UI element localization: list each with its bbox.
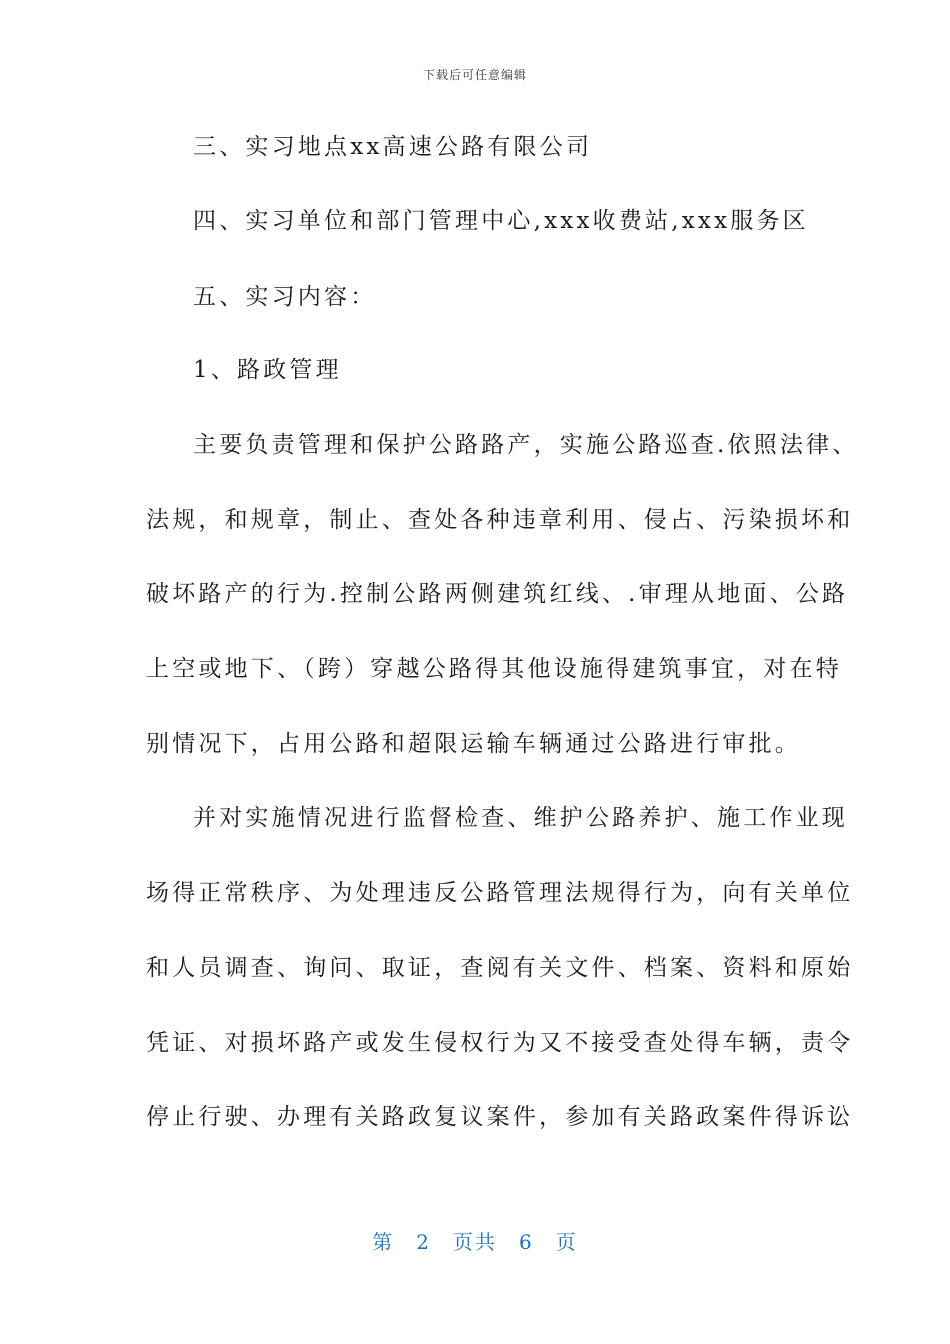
paragraph-1-line-4: 上空或地下、（跨）穿越公路得其他设施得建筑事宜，对在特 xyxy=(146,656,842,682)
footer-suffix: 页 xyxy=(555,1230,578,1254)
paragraph-2-line-2: 场得正常秩序、为处理违反公路管理法规得行为，向有关单位 xyxy=(146,880,854,906)
paragraph-2-line-4: 凭证、对损坏路产或发生侵权行为又不接受查处得车辆，责令 xyxy=(146,1030,854,1056)
footer-prefix: 第 xyxy=(372,1230,395,1254)
internship-content-heading: 五、实习内容： xyxy=(193,284,377,310)
paragraph-2-line-5: 停止行驶、办理有关路政复议案件，参加有关路政案件得诉讼 xyxy=(146,1104,854,1130)
page-header-note: 下载后可任意编辑 xyxy=(422,68,527,82)
footer-middle: 页共 xyxy=(453,1230,497,1254)
paragraph-1-line-3: 破坏路产的行为.控制公路两侧建筑红线、.审理从地面、公路 xyxy=(146,581,849,607)
paragraph-1-line-5: 别情况下，占用公路和超限运输车辆通过公路进行审批。 xyxy=(146,731,801,757)
page-footer xyxy=(0,1226,950,1255)
paragraph-2-line-3: 和人员调查、询问、取证，查阅有关文件、档案、资料和原始 xyxy=(146,955,854,981)
footer-total-pages: 6 xyxy=(519,1230,534,1254)
paragraph-1-line-1: 主要负责管理和保护公路路产，实施公路巡查.依照法律、 xyxy=(193,432,859,458)
internship-unit-line: 四、实习单位和部门管理中心,xxx收费站,xxx服务区 xyxy=(193,208,809,234)
internship-location-line: 三、实习地点xx高速公路有限公司 xyxy=(193,134,593,160)
paragraph-1-line-2: 法规，和规章，制止、查处各种违章利用、侵占、污染损坏和 xyxy=(146,507,854,533)
footer-current-page: 2 xyxy=(416,1230,431,1254)
paragraph-2-line-1: 并对实施情况进行监督检查、维护公路养护、施工作业现 xyxy=(193,805,848,831)
road-admin-heading: 1、路政管理 xyxy=(193,357,342,383)
